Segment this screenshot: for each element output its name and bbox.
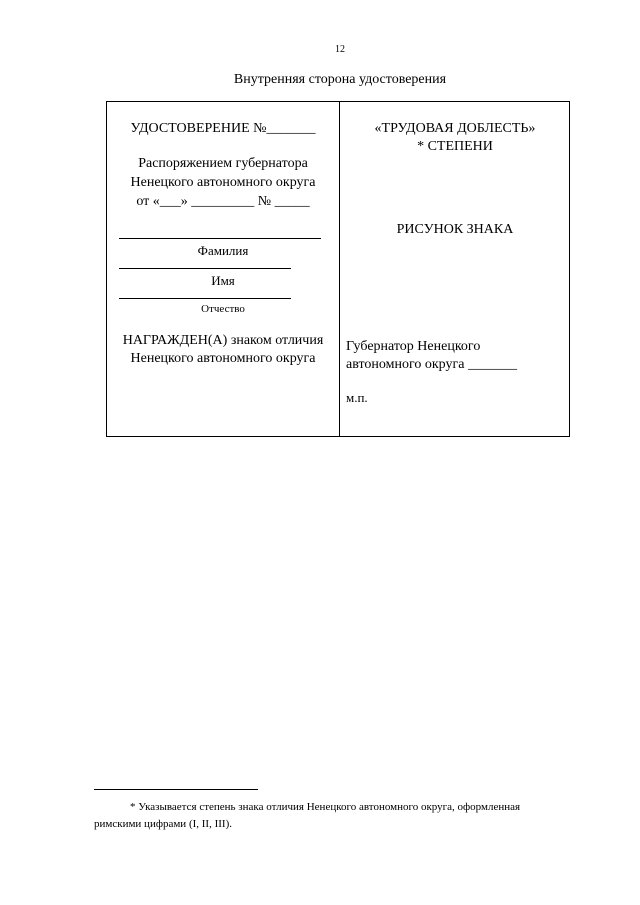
patronymic-line bbox=[119, 298, 291, 299]
certificate-number-title: УДОСТОВЕРЕНИЕ №_______ bbox=[130, 121, 316, 136]
surname-line bbox=[119, 238, 321, 239]
footnote-separator bbox=[94, 789, 258, 790]
governor-line-1: Губернатор Ненецкого bbox=[346, 339, 481, 354]
governor-line-2: автономного округа _______ bbox=[346, 357, 517, 372]
patronymic-label: Отчество bbox=[201, 303, 245, 315]
badge-picture-placeholder: РИСУНОК ЗНАКА bbox=[396, 222, 514, 237]
order-line-1: Распоряжением губернатора bbox=[138, 156, 308, 171]
document-heading: Внутренняя сторона удостоверения bbox=[233, 72, 447, 87]
footnote-line-2: римскими цифрами (I, II, III). bbox=[94, 818, 232, 830]
seal-place: м.п. bbox=[346, 390, 368, 405]
footnote-line-1: * Указывается степень знака отличия Ненецкого автономного округа, оформленная bbox=[130, 801, 521, 813]
name-line bbox=[119, 268, 291, 269]
order-line-3: от «___» _________ № _____ bbox=[136, 194, 310, 209]
award-degree: * СТЕПЕНИ bbox=[417, 139, 493, 154]
page-number: 12 bbox=[335, 44, 345, 55]
awarded-line-2: Ненецкого автономного округа bbox=[130, 351, 316, 366]
footnote bbox=[94, 799, 594, 833]
award-title: «ТРУДОВАЯ ДОБЛЕСТЬ» bbox=[374, 121, 536, 136]
order-line-2: Ненецкого автономного округа bbox=[130, 175, 316, 190]
awarded-line-1: НАГРАЖДЕН(А) знаком отличия bbox=[122, 333, 324, 348]
surname-label: Фамилия bbox=[197, 243, 249, 258]
name-label: Имя bbox=[211, 273, 235, 288]
